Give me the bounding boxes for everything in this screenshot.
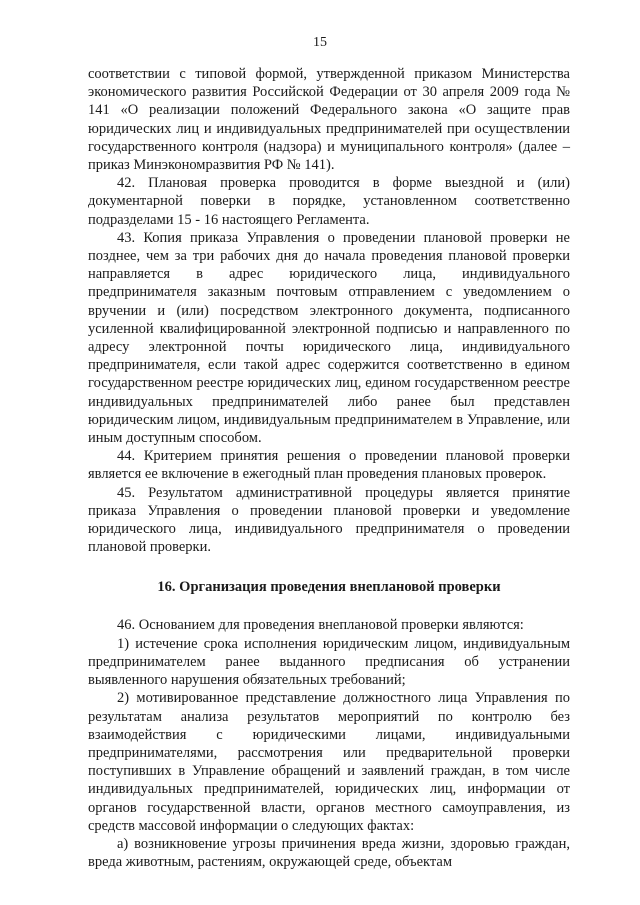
paragraph-46: 46. Основанием для проведения внеплановой проверки являются: [117, 617, 524, 634]
list-item-1: 1) истечение срока исполнения юридическим лицом, индивидуальным предпринимателем ранее выданного предписания об устранении выявленного нарушения обязательных требований; [88, 635, 570, 689]
paragraph-continuation: соответствии с типовой формой, утвержденной приказом Министерства экономического развития Российской Федерации от 30 апреля 2009 года № 141 «О реализации положений Федерального закона «О защите прав юридических лиц и индивидуальных предпринимателей при осуществлении государственного контроля (надзора) и муниципального контроля» (далее – приказ Минэкономразвития РФ № 141). [88, 66, 570, 174]
page-number: 15 [313, 35, 327, 50]
list-item-a: а) возникновение угрозы причинения вреда жизни, здоровью граждан, вреда животным, растениям, окружающей среде, объектам [88, 835, 570, 871]
paragraph-43: 43. Копия приказа Управления о проведении плановой проверки не позднее, чем за три рабочих дня до начала проведения плановой проверки направляется в адрес юридического лица, индивидуального предпринимателя заказным почтовым отправлением с уведомлением о вручении и (или) посредством электронного документа, подписанного усиленной квалифицированной электронной подписью и направленного по адресу электронной почты юридического лица, индивидуального предпринимателя, если такой адрес содержится соответственно в едином государственном реестре юридических лиц, едином государственном реестре индивидуальных предпринимателей либо ранее был представлен юридическим лицом, индивидуальным предпринимателем в Управление, или иным доступным способом. [88, 229, 570, 447]
page-content [88, 65, 570, 871]
paragraph-42: 42. Плановая проверка проводится в форме выездной и (или) документарной поверки в порядке, установленном соответственно подразделами 15 - 16 настоящего Регламента. [88, 175, 570, 228]
paragraph-44: 44. Критерием принятия решения о проведении плановой проверки является ее включение в ежегодный план проведения плановых проверок. [88, 448, 570, 483]
section-heading: 16. Организация проведения внеплановой проверки [157, 579, 501, 596]
list-item-2: 2) мотивированное представление должностного лица Управления по результатам анализа результатов мероприятий по контролю без взаимодействия с юридическими лицами, индивидуальными предпринимателями, рассмотрения или предварительной проверки поступивших в Управление обращений и заявлений граждан, в том числе индивидуальных предпринимателей, юридических лиц, информации от органов государственной власти, органов местного самоуправления, из средств массовой информации о следующих фактах: [88, 690, 570, 834]
paragraph-45: 45. Результатом административной процедуры является принятие приказа Управления о проведении плановой проверки и уведомление юридического лица, индивидуального предпринимателя о проведении плановой проверки. [88, 484, 570, 556]
